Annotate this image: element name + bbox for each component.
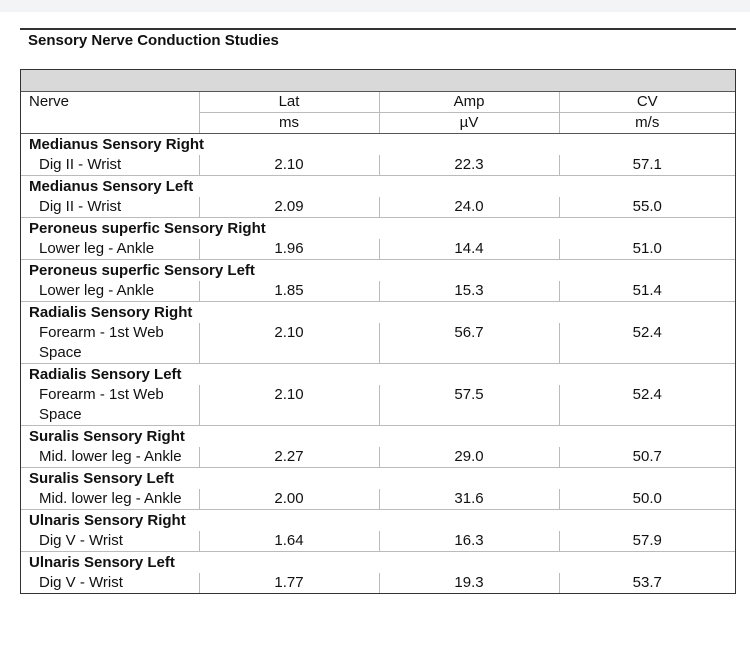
col-header-lat: Lat: [199, 92, 379, 113]
conduction-velocity-value: 52.4: [559, 323, 735, 364]
col-header-cv: CV: [559, 92, 735, 113]
stimulation-site: Forearm - 1st Web Space: [21, 385, 199, 426]
amplitude-value: 57.5: [379, 385, 559, 426]
results-table: [21, 92, 735, 593]
table-row: [21, 573, 735, 593]
nerve-group-name: Suralis Sensory Left: [29, 470, 175, 487]
results-table-box: [20, 69, 736, 594]
latency-value: 2.10: [199, 155, 379, 176]
amplitude-value: 19.3: [379, 573, 559, 593]
group-header-row: [21, 134, 735, 156]
nerve-group-name: Peroneus superfic Sensory Right: [29, 220, 266, 237]
table-row: [21, 531, 735, 552]
stimulation-site: Lower leg - Ankle: [21, 281, 199, 302]
top-band: [0, 0, 750, 12]
nerve-group-name: Medianus Sensory Left: [29, 178, 194, 195]
col-header-amp: Amp: [379, 92, 559, 113]
latency-value: 2.00: [199, 489, 379, 510]
table-row: [21, 385, 735, 426]
col-unit-lat: ms: [199, 113, 379, 134]
group-header-row: [21, 302, 735, 324]
conduction-velocity-value: 57.9: [559, 531, 735, 552]
table-row: [21, 239, 735, 260]
conduction-velocity-value: 52.4: [559, 385, 735, 426]
table-header-band: [21, 70, 735, 92]
stimulation-site: Mid. lower leg - Ankle: [21, 489, 199, 510]
conduction-velocity-value: 53.7: [559, 573, 735, 593]
table-row: [21, 155, 735, 176]
col-unit-cv: m/s: [559, 113, 735, 134]
table-row: [21, 197, 735, 218]
latency-value: 1.77: [199, 573, 379, 593]
stimulation-site: Dig II - Wrist: [21, 155, 199, 176]
unit-header-row: [21, 113, 735, 134]
page-title: Sensory Nerve Conduction Studies: [28, 32, 279, 49]
latency-value: 1.64: [199, 531, 379, 552]
title-divider: [20, 28, 736, 30]
stimulation-site: Dig V - Wrist: [21, 531, 199, 552]
latency-value: 1.96: [199, 239, 379, 260]
stimulation-site: Dig II - Wrist: [21, 197, 199, 218]
nerve-group-name: Medianus Sensory Right: [29, 136, 205, 153]
nerve-group-name: Peroneus superfic Sensory Left: [29, 262, 255, 279]
conduction-velocity-value: 51.4: [559, 281, 735, 302]
table-row: [21, 281, 735, 302]
amplitude-value: 22.3: [379, 155, 559, 176]
group-header-row: [21, 552, 735, 574]
group-header-row: [21, 468, 735, 490]
table-row: [21, 323, 735, 364]
conduction-velocity-value: 57.1: [559, 155, 735, 176]
group-header-row: [21, 364, 735, 386]
latency-value: 1.85: [199, 281, 379, 302]
amplitude-value: 31.6: [379, 489, 559, 510]
amplitude-value: 29.0: [379, 447, 559, 468]
group-header-row: [21, 260, 735, 282]
nerve-group-name: Ulnaris Sensory Right: [29, 512, 186, 529]
nerve-group-name: Ulnaris Sensory Left: [29, 554, 175, 571]
group-header-row: [21, 426, 735, 448]
conduction-velocity-value: 55.0: [559, 197, 735, 218]
column-header-row: [21, 92, 735, 113]
latency-value: 2.27: [199, 447, 379, 468]
latency-value: 2.10: [199, 385, 379, 426]
latency-value: 2.09: [199, 197, 379, 218]
col-unit-blank: [21, 113, 199, 134]
table-row: [21, 489, 735, 510]
group-header-row: [21, 176, 735, 198]
conduction-velocity-value: 50.0: [559, 489, 735, 510]
amplitude-value: 24.0: [379, 197, 559, 218]
nerve-group-name: Radialis Sensory Left: [29, 366, 182, 383]
nerve-group-name: Radialis Sensory Right: [29, 304, 193, 321]
col-unit-amp: µV: [379, 113, 559, 134]
amplitude-value: 16.3: [379, 531, 559, 552]
amplitude-value: 56.7: [379, 323, 559, 364]
nerve-group-name: Suralis Sensory Right: [29, 428, 185, 445]
group-header-row: [21, 510, 735, 532]
stimulation-site: Lower leg - Ankle: [21, 239, 199, 260]
amplitude-value: 14.4: [379, 239, 559, 260]
conduction-velocity-value: 50.7: [559, 447, 735, 468]
stimulation-site: Dig V - Wrist: [39, 574, 123, 591]
col-header-nerve: Nerve: [29, 93, 70, 110]
table-row: [21, 447, 735, 468]
amplitude-value: 15.3: [379, 281, 559, 302]
group-header-row: [21, 218, 735, 240]
conduction-velocity-value: 51.0: [559, 239, 735, 260]
stimulation-site: Mid. lower leg - Ankle: [21, 447, 199, 468]
latency-value: 2.10: [199, 323, 379, 364]
stimulation-site: Forearm - 1st Web Space: [21, 323, 199, 364]
